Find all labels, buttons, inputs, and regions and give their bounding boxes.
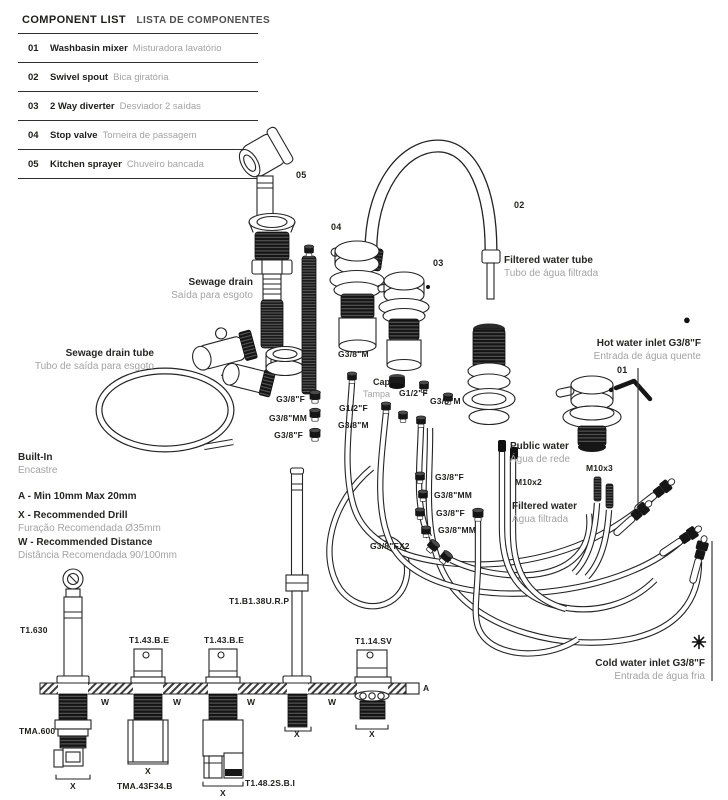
annotation-pt: Encastre	[18, 465, 58, 476]
component-name-pt: Misturadora lavatório	[132, 42, 222, 54]
annotation-en: Public water	[510, 441, 569, 452]
tee-fitting-art	[187, 321, 258, 374]
fitting-label: G3/8"MM	[438, 525, 477, 535]
title-pt: LISTA DE COMPONENTES	[136, 15, 271, 26]
component-name-en: 2 Way diverter	[50, 100, 115, 112]
component-number: 01	[28, 42, 39, 54]
sewage-drain-art	[249, 214, 295, 349]
marker-x: X	[70, 781, 76, 791]
part-number: T1.48.2S.B.I	[245, 778, 296, 788]
flange-kit-art	[463, 324, 515, 425]
marker-w: W	[328, 697, 337, 707]
annotation-hot-water-inlet	[594, 337, 701, 363]
fitting-label: G3/8"M	[338, 349, 369, 359]
part-number: T1.43.B.E	[129, 635, 170, 645]
note-text-pt: Distância Recomendada 90/100mm	[18, 550, 177, 561]
unit-t1-43be-a	[128, 649, 168, 764]
component-name-pt: Desviador 2 saídas	[119, 100, 201, 112]
fitting-label: G3/8"F	[435, 472, 464, 482]
marker-a: A	[423, 683, 430, 693]
component-name-en: Swivel spout	[50, 71, 109, 83]
annotation-sewage-drain-tube	[35, 347, 154, 373]
annotation-pt: Entrada de água quente	[593, 351, 701, 362]
annotation-en: Filtered water tube	[504, 255, 593, 266]
callout-02: 02	[514, 200, 525, 210]
part-number: TMA.43F34.B	[117, 781, 173, 791]
annotation-cap	[363, 376, 390, 400]
marker-x: X	[369, 729, 375, 739]
fitting-label: M10x2	[515, 477, 542, 487]
unit-t1-630	[54, 569, 91, 779]
component-name-en: Washbasin mixer	[50, 42, 128, 54]
component-number: 05	[28, 158, 39, 170]
title-en: COMPONENT LIST	[22, 14, 126, 26]
riser-hose-art	[302, 245, 316, 394]
note-text-pt: Furação Recomendada Ø35mm	[18, 523, 161, 534]
annotation-pt: Água de rede	[510, 454, 571, 465]
annotation-pt: Tubo de saída para esgoto	[34, 361, 154, 372]
fitting-label: G3/8"M	[430, 396, 461, 406]
marker-w: W	[247, 697, 256, 707]
note-x	[18, 509, 161, 535]
annotation-pt: Tampa	[362, 389, 390, 399]
callout-04: 04	[331, 222, 342, 232]
callout-01: 01	[617, 365, 628, 375]
component-number: 02	[28, 71, 39, 83]
annotation-pt: Saída para esgoto	[171, 290, 253, 301]
part-number: T1.630	[20, 625, 48, 635]
annotation-pt: Entrada de água fria	[614, 671, 705, 682]
annotation-en: Built-In	[18, 452, 53, 463]
marker-w: W	[173, 697, 182, 707]
fitting-label: G1/2"F	[339, 403, 368, 413]
part-number: TMA.600	[19, 726, 56, 736]
note-text: A - Min 10mm Max 20mm	[18, 491, 137, 502]
annotation-en: Sewage drain tube	[65, 348, 154, 359]
marker-x: X	[220, 788, 226, 798]
fitting-label: G3/8"MM	[434, 490, 473, 500]
marker-w: W	[101, 697, 110, 707]
fitting-label: G3/8"MM	[268, 413, 307, 423]
fitting-label: G3/8"F	[274, 430, 303, 440]
component-number: 03	[28, 100, 39, 112]
note-text: X - Recommended Drill	[18, 510, 128, 521]
snowflake-icon	[691, 634, 707, 655]
callout-05: 05	[296, 170, 307, 180]
annotation-en: Filtered water	[512, 501, 578, 512]
unit-t1-14-sv	[355, 650, 391, 729]
component-name-en: Kitchen sprayer	[50, 158, 122, 170]
part-number: T1.14.SV	[355, 636, 393, 646]
diverter-art	[377, 272, 430, 389]
marker-x: X	[145, 766, 151, 776]
annotation-built-in	[18, 451, 57, 477]
part-number: T1.43.B.E	[204, 635, 245, 645]
fitting-label: G3/8"M	[338, 420, 369, 430]
component-name-pt: Chuveiro bancada	[126, 158, 204, 170]
annotation-cold-water-inlet	[595, 657, 705, 683]
annotation-en: Cold water inlet G3/8"F	[595, 658, 705, 669]
note-w	[18, 536, 177, 562]
annotation-sewage-drain	[171, 276, 253, 302]
fitting-label: G1/2"F	[399, 388, 428, 398]
annotation-en: Sewage drain	[188, 277, 253, 288]
annotation-pt: Tubo de água filtrada	[504, 268, 599, 279]
note-a	[18, 490, 137, 503]
annotation-pt: Água filtrada	[512, 514, 569, 525]
fitting-label: G3/8"F	[276, 394, 305, 404]
fitting-label: M10x3	[586, 463, 613, 473]
fitting-label: G3/8"F	[436, 508, 465, 518]
annotation-en: Hot water inlet G3/8"F	[596, 338, 701, 349]
component-name-pt: Torneira de passagem	[102, 129, 197, 141]
annotation-en: Cap	[372, 377, 390, 387]
annotation-public-water	[510, 440, 570, 466]
fitting-label: G3/8"FX2	[370, 541, 410, 551]
component-name-pt: Bica giratória	[113, 71, 169, 83]
part-number: T1.B1.38U.R.P	[229, 596, 290, 606]
note-text: W - Recommended Distance	[18, 537, 153, 548]
hose-end-fittings-art	[611, 475, 711, 585]
ring-nut-art	[266, 347, 304, 376]
kitchen-sprayer-art	[233, 126, 295, 216]
annotation-filtered-water	[512, 500, 577, 526]
callout-03: 03	[433, 258, 444, 268]
hot-water-icon: ●	[683, 312, 691, 327]
unit-t1-43be-b	[203, 649, 243, 786]
component-name-en: Stop valve	[50, 129, 98, 141]
component-number: 04	[28, 129, 39, 141]
marker-x: X	[294, 729, 300, 739]
annotation-filtered-water-tube	[504, 254, 598, 280]
